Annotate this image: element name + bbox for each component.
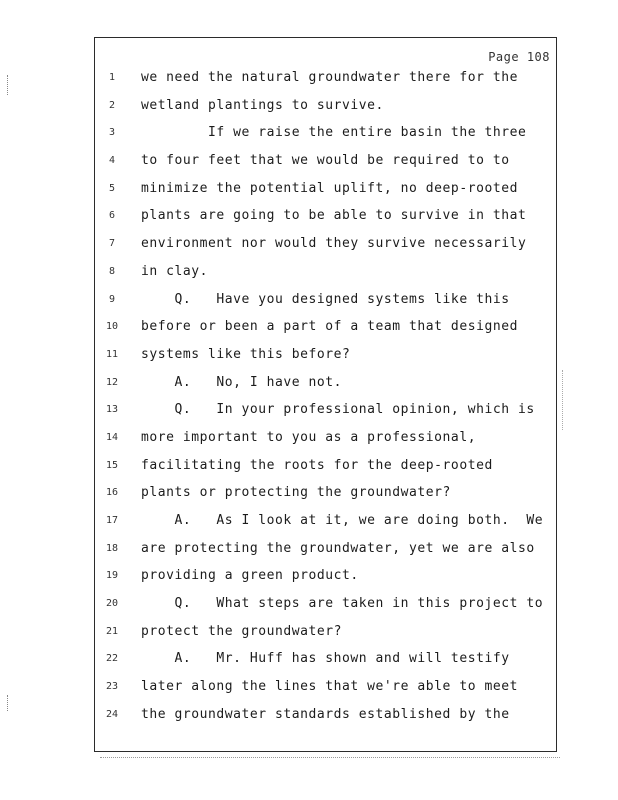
transcript-line xyxy=(95,66,556,94)
line-text: providing a green product. xyxy=(141,568,359,584)
line-number: 6 xyxy=(108,210,116,222)
line-text: Q. Have you designed systems like this xyxy=(141,291,510,307)
line-number: 17 xyxy=(105,515,119,526)
transcript-line xyxy=(95,647,556,675)
line-text: in clay. xyxy=(141,263,209,279)
line-number: 10 xyxy=(105,321,119,333)
line-number: 1 xyxy=(108,72,116,83)
transcript-line xyxy=(95,149,556,177)
transcript-line xyxy=(95,232,556,260)
transcript-line xyxy=(95,398,556,426)
transcript-line xyxy=(95,204,556,232)
line-text: later along the lines that we're able to meet xyxy=(141,679,518,695)
line-text: environment nor would they survive necessarily xyxy=(141,236,527,252)
line-number: 13 xyxy=(105,404,119,416)
line-number: 2 xyxy=(108,99,116,111)
line-number: 22 xyxy=(105,653,119,665)
line-number: 8 xyxy=(108,265,116,277)
line-text: minimize the potential uplift, no deep-rooted xyxy=(141,180,518,196)
line-text: the groundwater standards established by the xyxy=(141,706,510,722)
transcript-line xyxy=(95,315,556,343)
scan-footer-line xyxy=(100,757,560,758)
line-text: facilitating the roots for the deep-rooted xyxy=(141,457,493,473)
line-text: Q. What steps are taken in this project to xyxy=(141,596,544,612)
line-text: A. No, I have not. xyxy=(141,374,343,390)
line-number: 4 xyxy=(108,155,116,167)
line-number: 7 xyxy=(108,238,116,250)
line-text: before or been a part of a team that designed xyxy=(141,319,518,335)
line-number: 9 xyxy=(108,293,116,305)
line-number: 14 xyxy=(105,431,119,443)
line-text: Q. In your professional opinion, which is xyxy=(141,402,535,418)
line-number: 12 xyxy=(105,376,119,388)
line-number: 16 xyxy=(105,487,119,499)
line-number: 18 xyxy=(105,542,119,554)
transcript-line xyxy=(95,564,556,592)
line-text: are protecting the groundwater, yet we are also xyxy=(141,540,535,556)
line-text: we need the natural groundwater there for the xyxy=(141,70,518,85)
transcript-line xyxy=(95,177,556,205)
transcript-line xyxy=(95,509,556,537)
line-text: to four feet that we would be required to to xyxy=(141,153,510,169)
line-text: If we raise the entire basin the three xyxy=(141,125,527,141)
transcript-line xyxy=(95,260,556,288)
page-number: Page 108 xyxy=(488,50,550,64)
line-text: A. Mr. Huff has shown and will testify xyxy=(141,651,510,667)
scan-margin-mark xyxy=(7,695,9,711)
line-number: 19 xyxy=(105,570,119,582)
line-number: 15 xyxy=(105,459,119,471)
line-text: systems like this before? xyxy=(141,346,351,362)
line-text: wetland plantings to survive. xyxy=(141,97,384,113)
transcript-line xyxy=(95,371,556,399)
line-number: 3 xyxy=(108,127,116,139)
transcript-line xyxy=(95,537,556,565)
transcript-line xyxy=(95,343,556,371)
transcript-line xyxy=(95,481,556,509)
line-number: 5 xyxy=(108,182,116,194)
transcript-line xyxy=(95,94,556,122)
transcript-line xyxy=(95,121,556,149)
transcript-page xyxy=(94,37,557,752)
line-number: 11 xyxy=(105,348,119,360)
scan-margin-mark xyxy=(562,370,564,430)
line-text: plants or protecting the groundwater? xyxy=(141,485,451,501)
scan-margin-mark xyxy=(7,75,9,95)
transcript-body xyxy=(95,66,556,731)
line-number: 24 xyxy=(105,708,119,720)
line-text: plants are going to be able to survive in that xyxy=(141,208,527,224)
transcript-line xyxy=(95,592,556,620)
transcript-line xyxy=(95,426,556,454)
line-number: 20 xyxy=(105,598,119,610)
transcript-line xyxy=(95,620,556,648)
line-text: more important to you as a professional, xyxy=(141,429,477,445)
transcript-line xyxy=(95,288,556,316)
transcript-line xyxy=(95,454,556,482)
transcript-line xyxy=(95,703,556,731)
line-text: protect the groundwater? xyxy=(141,623,343,639)
line-number: 23 xyxy=(105,681,119,693)
transcript-line xyxy=(95,675,556,703)
line-text: A. As I look at it, we are doing both. We xyxy=(141,513,544,528)
line-number: 21 xyxy=(105,625,119,637)
